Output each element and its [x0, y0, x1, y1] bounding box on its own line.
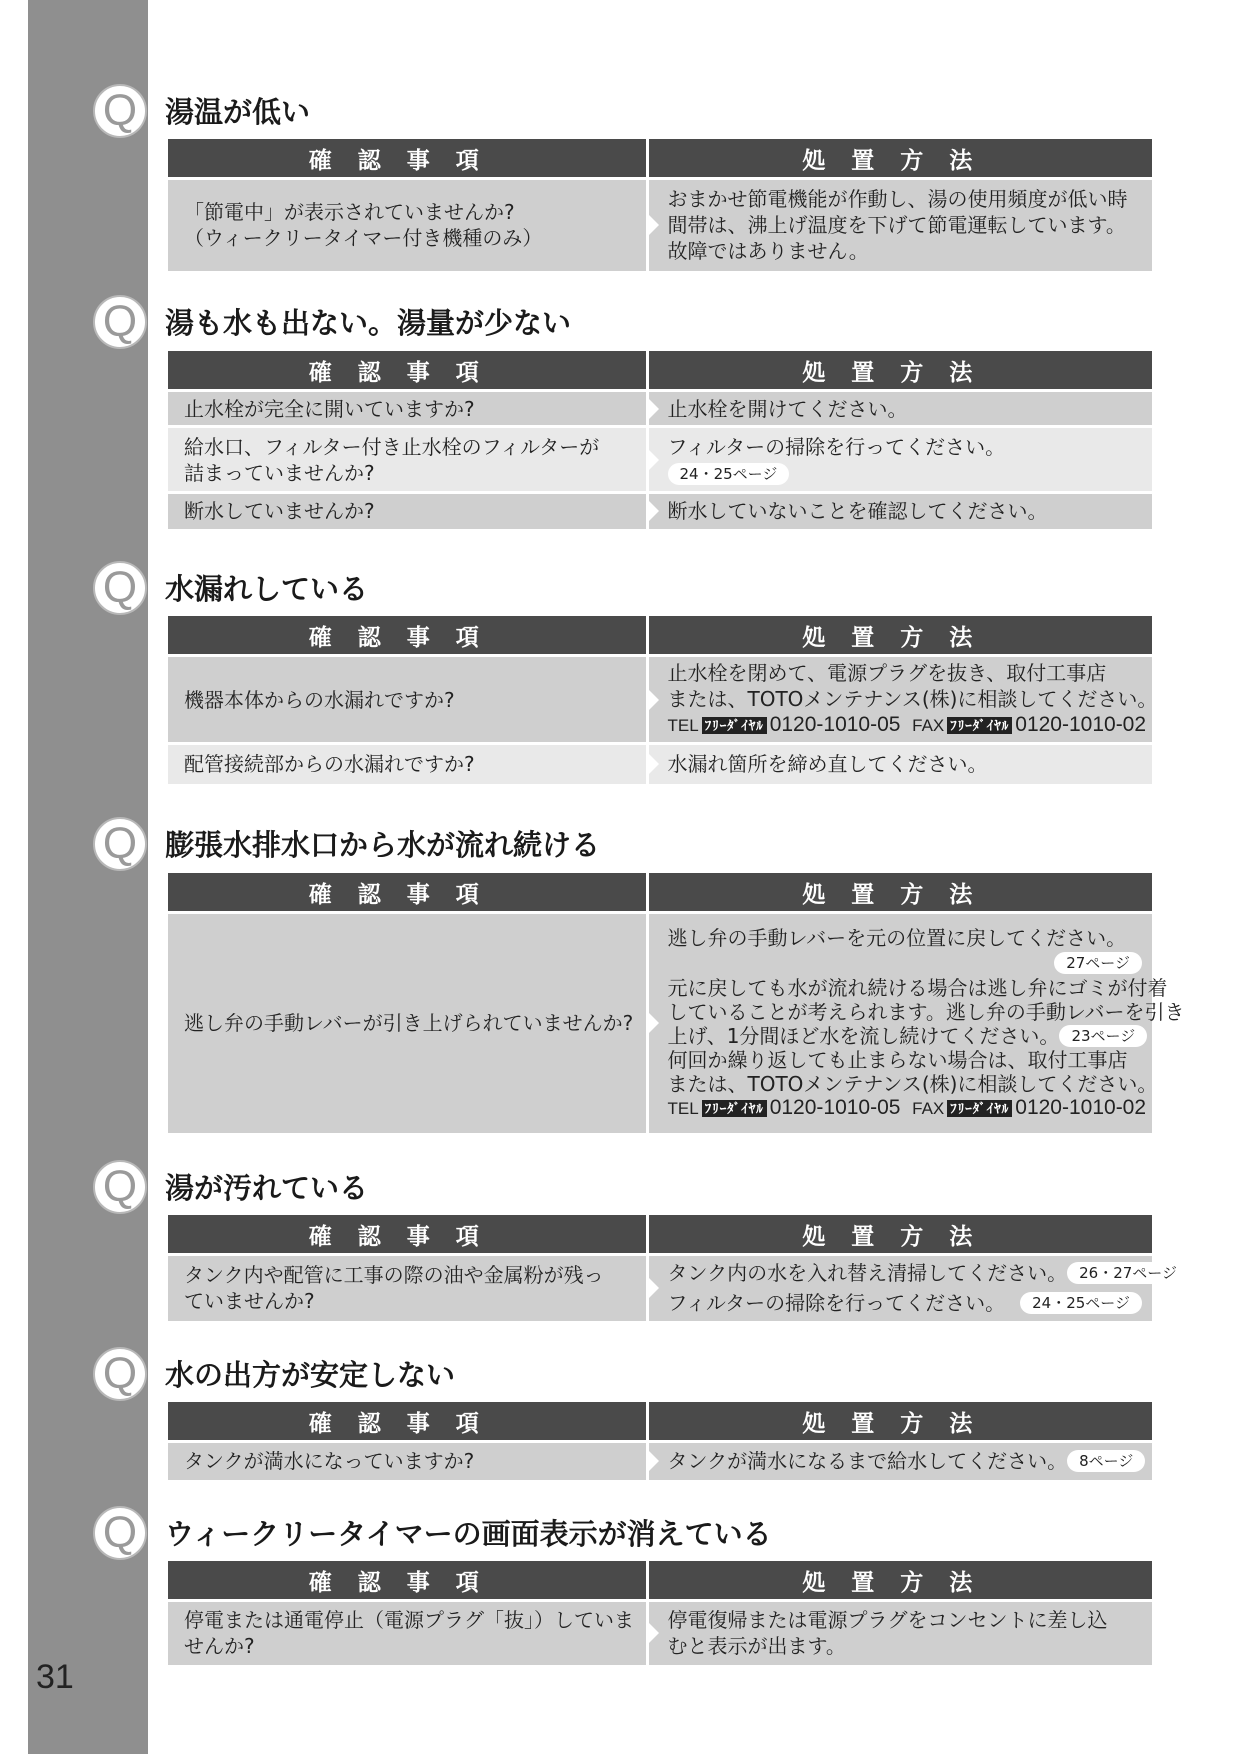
section-title: ウィークリータイマーの画面表示が消えている	[165, 1517, 772, 1551]
table-row	[168, 1442, 1152, 1480]
check-cell: 「節電中」が表示されていませんか? （ウィークリータイマー付き機種のみ）	[168, 179, 647, 271]
qa-table	[168, 1561, 1152, 1665]
action-cell: 水漏れ箇所を締め直してください。	[647, 744, 1152, 784]
q-badge: Q	[93, 84, 147, 138]
table-row	[168, 744, 1152, 784]
header-action: 処置方法	[647, 139, 1152, 179]
q-badge: Q	[93, 561, 147, 615]
qa-table	[168, 1215, 1177, 1321]
q-badge: Q	[93, 817, 147, 871]
table-row	[168, 391, 1152, 427]
q-badge: Q	[93, 1160, 147, 1214]
section-unstable-flow	[93, 1347, 1155, 1474]
free-dial-icon: ﾌﾘｰﾀﾞｲﾔﾙ	[947, 717, 1012, 734]
header-action: 処置方法	[647, 616, 1152, 656]
header-action: 処置方法	[647, 1215, 1152, 1255]
header-action: 処置方法	[647, 351, 1152, 391]
action-cell: タンク内の水を入れ替え清掃してください。 26・27ページ フィルターの掃除を行ってください。 24・25ページ	[647, 1255, 1152, 1321]
check-cell: 断水していませんか?	[168, 493, 647, 529]
section-low-temp	[93, 84, 1155, 264]
section-leak	[93, 561, 1158, 777]
q-badge: Q	[93, 295, 147, 349]
page-number: 31	[36, 1658, 74, 1696]
check-cell: 配管接続部からの水漏れですか?	[168, 744, 647, 784]
page-ref-badge: 23ページ	[1059, 1025, 1147, 1047]
qa-table	[168, 616, 1158, 784]
page-ref-badge: 26・27ページ	[1067, 1262, 1189, 1284]
table-row	[168, 656, 1152, 744]
section-title: 湯が汚れている	[165, 1171, 369, 1205]
table-row	[168, 913, 1152, 1133]
header-check: 確認事項	[168, 1215, 647, 1255]
table-row	[168, 1255, 1152, 1321]
qa-table	[168, 139, 1152, 271]
qa-table	[168, 873, 1185, 1133]
contact-line: TEL ﾌﾘｰﾀﾞｲﾔﾙ 0120-1010-05 FAX ﾌﾘｰﾀﾞｲﾔﾙ 0120-1010-02	[667, 1095, 1147, 1119]
table-row	[168, 427, 1152, 493]
side-bar	[28, 0, 148, 1754]
check-cell: 機器本体からの水漏れですか?	[168, 656, 647, 744]
action-cell: タンクが満水になるまで給水してください。 8ページ	[647, 1442, 1152, 1480]
header-check: 確認事項	[168, 873, 647, 913]
page-ref-badge: 27ページ	[1054, 952, 1142, 974]
page-ref-badge: 8ページ	[1067, 1450, 1145, 1472]
table-row	[168, 179, 1152, 271]
section-overflow	[93, 817, 1185, 1119]
header-check: 確認事項	[168, 139, 647, 179]
header-action: 処置方法	[647, 873, 1152, 913]
check-cell: 逃し弁の手動レバーが引き上げられていませんか?	[168, 913, 647, 1133]
action-cell: フィルターの掃除を行ってください。 24・25ページ	[647, 427, 1152, 493]
table-row	[168, 493, 1152, 529]
q-badge: Q	[93, 1506, 147, 1560]
action-cell: 停電復帰または電源プラグをコンセントに差し込 むと表示が出ます。	[647, 1601, 1152, 1665]
page-ref-badge: 24・25ページ	[668, 463, 790, 485]
qa-table	[168, 351, 1152, 529]
free-dial-icon: ﾌﾘｰﾀﾞｲﾔﾙ	[702, 1100, 767, 1117]
qa-table	[168, 1402, 1152, 1480]
check-cell: タンク内や配管に工事の際の油や金属粉が残っ ていませんか?	[168, 1255, 647, 1321]
action-cell: おまかせ節電機能が作動し、湯の使用頻度が低い時 間帯は、沸上げ温度を下げて節電運転しています。 故障ではありません。	[647, 179, 1152, 271]
contact-line: TEL ﾌﾘｰﾀﾞｲﾔﾙ 0120-1010-05 FAX ﾌﾘｰﾀﾞｲﾔﾙ 0120-1010-02	[667, 713, 1147, 736]
section-timer-display	[93, 1506, 1155, 1659]
header-check: 確認事項	[168, 616, 647, 656]
free-dial-icon: ﾌﾘｰﾀﾞｲﾔﾙ	[702, 717, 767, 734]
free-dial-icon: ﾌﾘｰﾀﾞｲﾔﾙ	[947, 1100, 1012, 1117]
section-title: 湯も水も出ない。湯量が少ない	[165, 306, 572, 340]
check-cell: 停電または通電停止（電源プラグ「抜」）していま せんか?	[168, 1601, 647, 1665]
section-title: 膨張水排水口から水が流れ続ける	[165, 828, 601, 862]
q-badge: Q	[93, 1347, 147, 1401]
section-title: 水の出方が安定しない	[165, 1358, 456, 1392]
section-no-water	[93, 295, 1155, 524]
action-cell: 止水栓を閉めて、電源プラグを抜き、取付工事店 または、TOTOメンテナンス(株)に相談してください。 TEL ﾌﾘｰﾀﾞｲﾔﾙ 0120-1010-05 FAX ﾌﾘｰﾀﾞｲﾔﾙ 0120-1010-02	[647, 656, 1152, 744]
page-ref-badge: 24・25ページ	[1020, 1292, 1142, 1314]
action-cell: 断水していないことを確認してください。	[647, 493, 1152, 529]
header-check: 確認事項	[168, 1402, 647, 1442]
action-cell: 止水栓を開けてください。	[647, 391, 1152, 427]
check-cell: 止水栓が完全に開いていますか?	[168, 391, 647, 427]
section-dirty-water	[93, 1160, 1177, 1316]
header-check: 確認事項	[168, 1561, 647, 1601]
section-title: 湯温が低い	[165, 95, 311, 129]
table-row	[168, 1601, 1152, 1665]
header-action: 処置方法	[647, 1402, 1152, 1442]
section-title: 水漏れしている	[165, 572, 369, 606]
check-cell: 給水口、フィルター付き止水栓のフィルターが 詰まっていませんか?	[168, 427, 647, 493]
action-cell: 逃し弁の手動レバーを元の位置に戻してください。 27ページ 元に戻しても水が流れ続ける場合は逃し弁にゴミが付着 していることが考えられます。逃し弁の手動レバーを引き 上げ、1分間ほど水を流し続けてください。 23ページ 何回か繰り返しても止まらない場合は、取付工事店 または、TOTOメンテナンス(株)に相談してください。 TEL ﾌﾘｰﾀﾞｲﾔﾙ 0120-1010-05 FAX ﾌﾘｰﾀﾞｲﾔﾙ 0120-1010-02	[647, 913, 1152, 1133]
header-check: 確認事項	[168, 351, 647, 391]
check-cell: タンクが満水になっていますか?	[168, 1442, 647, 1480]
header-action: 処置方法	[647, 1561, 1152, 1601]
